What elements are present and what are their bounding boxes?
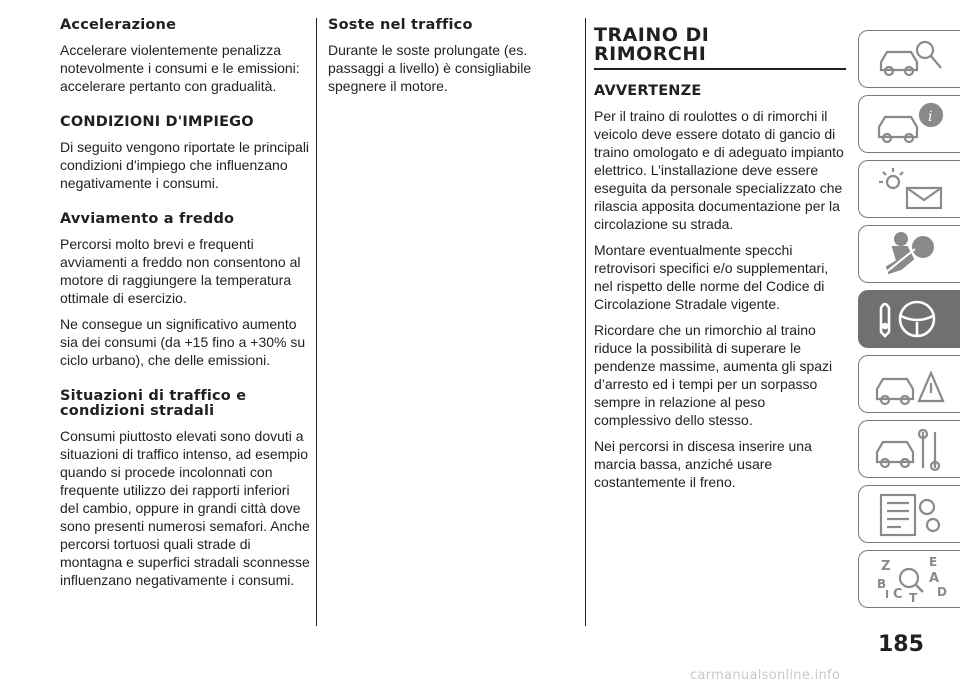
watermark: carmanualsonline.info: [690, 668, 841, 683]
tab-alphabetical-index[interactable]: [858, 550, 960, 608]
paragraph: Durante le soste prolungate (es. passaggi a livello) è consigliabile spegnere il motore.: [328, 42, 532, 94]
heading-avviamento-freddo: Avviamento a freddo: [60, 211, 235, 227]
car-info-icon: [871, 99, 949, 149]
index-letter: T: [908, 591, 917, 604]
paragraph: Accelerare violentemente penalizza notevolmente i consumi e le emissioni: accelerare pertanto con gradualità.: [60, 42, 300, 94]
heading-accelerazione: Accelerazione: [60, 17, 177, 33]
index-letter: B: [876, 577, 886, 591]
paragraph: Ricordare che un rimorchio al traino riduce la possibilità di superare le pendenze massime, aumenta gli spazi d’arresto ed i tempi per un sorpasso sempre in relazione al peso complessivo dello stesso.: [594, 322, 833, 428]
index-letter: Z: [880, 559, 890, 574]
column-middle: [328, 18, 578, 103]
alphabetical-index-icon: [871, 554, 949, 604]
tab-airbag-safety[interactable]: [858, 225, 960, 283]
tab-emergency[interactable]: [858, 355, 960, 413]
technical-data-icon: [871, 489, 949, 539]
car-search-icon: [871, 34, 949, 84]
warning-lights-icon: [871, 164, 949, 214]
section-title-traino: TRAINO DI RIMORCHI: [594, 26, 846, 70]
heading-condizioni-impiego: CONDIZIONI D'IMPIEGO: [60, 114, 254, 130]
paragraph: Per il traino di roulottes o di rimorchi il veicolo deve essere dotato di gancio di traino omologato e di adeguato impianto elettrico. L’installazione deve essere eseguita da personale specializzato che rilascia apposita documentazione per la circolazione su strada.: [594, 108, 844, 232]
tab-warning-lights[interactable]: [858, 160, 960, 218]
column-right: [594, 18, 846, 499]
heading-avvertenze: AVVERTENZE: [594, 83, 702, 99]
heading-soste-traffico: Soste nel traffico: [328, 17, 473, 33]
paragraph: Percorsi molto brevi e frequenti avviamenti a freddo non consentono al motore di raggiungere la temperatura ottimale di esercizio.: [60, 236, 301, 306]
paragraph: Consumi piuttosto elevati sono dovuti a situazioni di traffico intenso, ad esempio quando si procede incolonnati con frequente utilizzo dei rapporti inferiori del cambio, oppure in grandi città dove sono presenti numerosi semafori. Anche percorsi tortuosi quali strade di montagna e superfici stradali sconnesse influenzano negativamente i consumi.: [60, 428, 310, 588]
car-emergency-icon: [871, 359, 949, 409]
svg-text:i: i: [927, 109, 932, 125]
chapter-tabs: [858, 30, 960, 615]
heading-situazioni-traffico: Situazioni di traffico e condizioni stradali: [60, 388, 247, 419]
page-number: 185: [878, 632, 924, 657]
index-letter: D: [936, 585, 947, 599]
column-divider: [585, 18, 586, 626]
tab-maintenance[interactable]: [858, 420, 960, 478]
tab-technical-data[interactable]: [858, 485, 960, 543]
index-letter: C: [892, 587, 903, 602]
paragraph: Di seguito vengono riportate le principali condizioni d'impiego che influenzano negativamente i consumi.: [60, 139, 310, 191]
column-divider: [316, 18, 317, 626]
index-letter: E: [928, 555, 937, 569]
key-steering-wheel-icon: [871, 294, 949, 344]
index-letter: A: [928, 571, 939, 586]
index-letter: I: [884, 588, 889, 601]
paragraph: Montare eventualmente specchi retrovisori specifici e/o supplementari, nel rispetto delle norme del Codice di Circolazione Stradale vigente.: [594, 242, 829, 312]
tab-starting-driving[interactable]: [858, 290, 960, 348]
tab-car-search[interactable]: [858, 30, 960, 88]
column-left: [60, 18, 312, 597]
paragraph: Ne consegue un significativo aumento sia dei consumi (da +15 fino a +30% su ciclo urbano), che delle emissioni.: [60, 316, 306, 368]
tab-car-info[interactable]: [858, 95, 960, 153]
paragraph: Nei percorsi in discesa inserire una marcia bassa, anziché usare costantemente il freno.: [594, 438, 812, 490]
airbag-safety-icon: [871, 229, 949, 279]
car-maintenance-icon: [871, 424, 949, 474]
